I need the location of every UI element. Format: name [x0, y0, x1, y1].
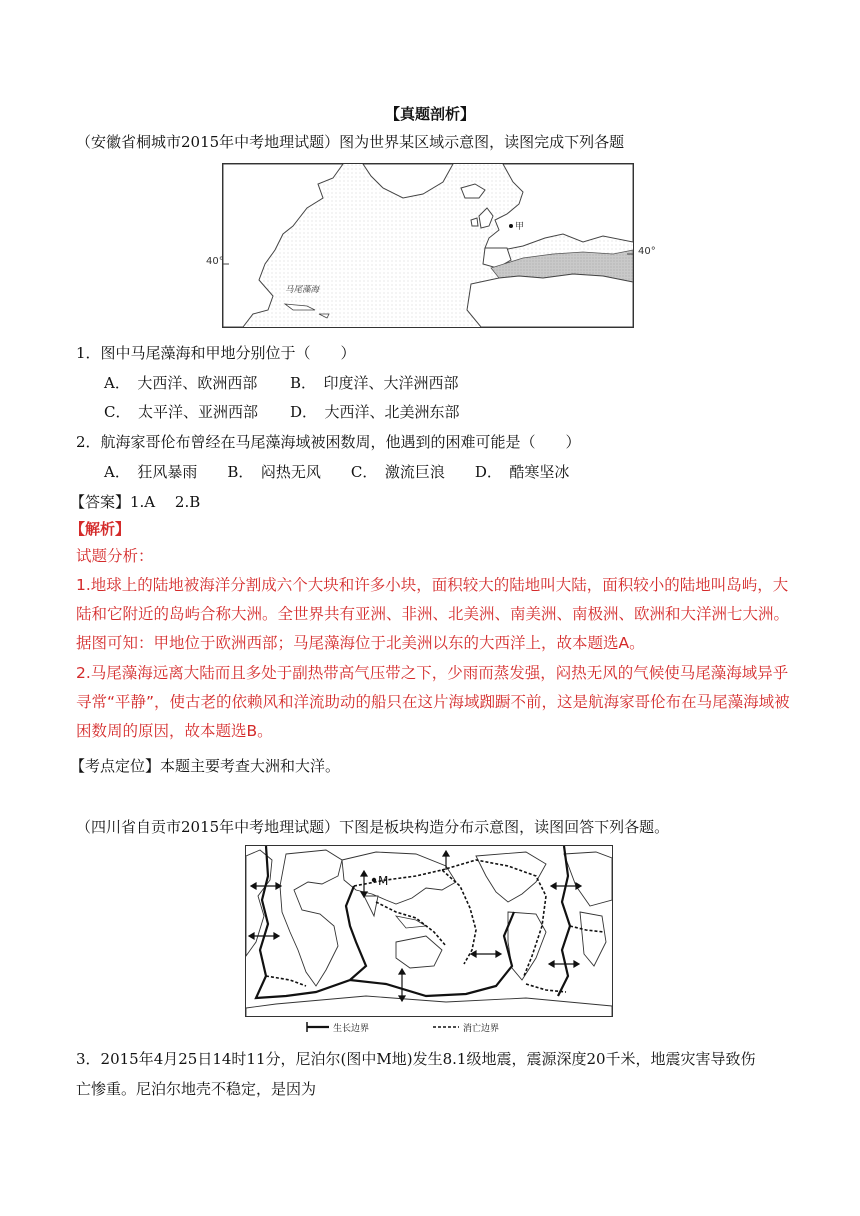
- jia-label: 甲: [515, 222, 525, 232]
- analysis-line-3: 据图可知：甲地位于欧洲西部；马尾藻海位于北美洲以东的大西洋上，故本题选A。: [76, 634, 645, 652]
- plate-map: [245, 845, 613, 1017]
- latitude-label-right: 40°: [638, 246, 656, 257]
- analysis-line-1: 1.地球上的陆地被海洋分割成六个大块和许多小块，面积较大的陆地叫大陆，面积较小的陆地叫岛屿，大: [76, 576, 789, 594]
- answer-line: 【答案】1.A 2.B: [70, 493, 201, 511]
- q1-stem: 1．图中马尾藻海和甲地分别位于（ ）: [76, 344, 356, 362]
- m-point: [372, 878, 376, 882]
- analysis-line-6: 困数周的原因，故本题选B。: [76, 722, 273, 740]
- q3-line-1: 3．2015年4月25日14时11分，尼泊尔(图中M地)发生8.1级地震，震源深度20千米，地震灾害导致伤: [76, 1050, 756, 1068]
- jia-point: [509, 224, 513, 228]
- section-title: 【真题剖析】: [384, 105, 475, 123]
- q2-options: A． 狂风暴雨 B． 闷热无风 C． 激流巨浪 D． 酷寒坚冰: [104, 463, 570, 481]
- analysis-line-2: 陆和它附近的岛屿合称大洲。全世界共有亚洲、非洲、北美洲、南美洲、南极洲、欧洲和大洋洲七大洲。: [76, 605, 790, 623]
- sargasso-label: 马尾藻海: [285, 285, 320, 295]
- analysis-subheading: 试题分析：: [76, 547, 154, 565]
- legend-drawing: [305, 1019, 545, 1035]
- atlantic-map-drawing: [223, 164, 633, 327]
- q1-option-c: C． 太平洋、亚洲西部: [104, 403, 258, 421]
- m-label: M: [378, 874, 389, 888]
- atlantic-map: [222, 163, 634, 328]
- q1-option-d: D． 大西洋、北美洲东部: [290, 403, 460, 421]
- group1-intro: （安徽省桐城市2015年中考地理试题）图为世界某区域示意图，读图完成下列各题: [76, 133, 625, 151]
- plate-map-drawing: [246, 846, 612, 1017]
- q1-option-b: B． 印度洋、大洋洲西部: [290, 374, 459, 392]
- latitude-label-left: 40°: [206, 256, 224, 267]
- q2-stem: 2．航海家哥伦布曾经在马尾藻海域被困数周，他遇到的困难可能是（ ）: [76, 433, 581, 451]
- plate-map-legend: [305, 1019, 545, 1035]
- analysis-line-4: 2.马尾藻海远离大陆而且多处于副热带高气压带之下，少雨而蒸发强，闷热无风的气候使马尾藻海域异乎: [76, 664, 789, 682]
- q1-option-a: A． 大西洋、欧洲西部: [104, 374, 258, 392]
- legend-grow-label: 生长边界: [333, 1024, 370, 1034]
- q3-line-2: 亡惨重。尼泊尔地壳不稳定，是因为: [76, 1080, 317, 1098]
- analysis-heading: 【解析】: [70, 520, 131, 538]
- kaodian-line: 【考点定位】本题主要考查大洲和大洋。: [70, 757, 341, 775]
- analysis-line-5: 寻常“平静”，使古老的依赖风和洋流助动的船只在这片海域踟蹰不前，这是航海家哥伦布在马尾藻海域被: [76, 693, 790, 711]
- group2-intro: （四川省自贡市2015年中考地理试题）下图是板块构造分布示意图，读图回答下列各题。: [76, 818, 670, 836]
- legend-sub-label: 消亡边界: [463, 1024, 500, 1034]
